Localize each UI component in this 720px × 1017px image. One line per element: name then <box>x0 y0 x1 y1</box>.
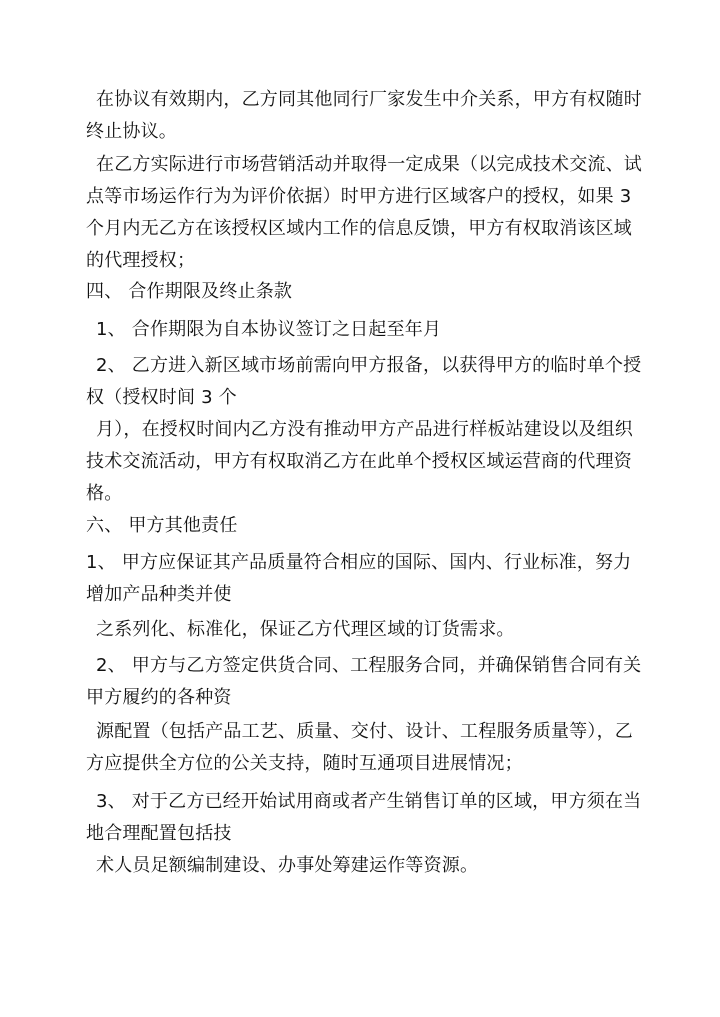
clause-local-configuration: 3、 对于乙方已经开始试用商或者产生销售订单的区域，甲方须在当地合理配置包括技 <box>86 791 642 844</box>
section-heading-other-duties: 六、 甲方其他责任 <box>86 515 238 536</box>
paragraph-resource-allocation: 源配置（包括产品工艺、质量、交付、设计、工程服务质量等），乙方应提供全方位的公关支持，随时互通项目进展情况； <box>86 721 633 774</box>
clause-cooperation-period: 1、 合作期限为自本协议签订之日起至年月 <box>96 319 442 340</box>
paragraph-serialization: 之系列化、标准化，保证乙方代理区域的订货需求。 <box>96 619 515 640</box>
clause-supply-contract: 2、 甲方与乙方签定供货合同、工程服务合同，并确保销售合同有关甲方履约的各种资 <box>86 655 642 708</box>
section-heading-cooperation-period: 四、 合作期限及终止条款 <box>86 281 293 302</box>
paragraph-staffing-resources: 术人员足额编制建设、办事处筹建运作等资源。 <box>96 855 479 876</box>
paragraph-termination-intermediary: 在协议有效期内，乙方同其他同行厂家发生中介关系，甲方有权随时终止协议。 <box>86 89 642 142</box>
paragraph-regional-authorization: 在乙方实际进行市场营销活动并取得一定成果（以完成技术交流、试点等市场运作行为为评价依据）时甲方进行区域客户的授权，如果 3 个月内无乙方在该授权区域内工作的信息反馈，甲方有权取消该区域的代理授权； <box>86 154 642 271</box>
paragraph-authorization-revocation: 月），在授权时间内乙方没有推动甲方产品进行样板站建设以及组织技术交流活动，甲方有权取消乙方在此单个授权区域运营商的代理资格。 <box>86 419 633 504</box>
clause-product-quality: 1、 甲方应保证其产品质量符合相应的国际、国内、行业标准，努力增加产品种类并使 <box>86 552 632 605</box>
clause-new-region-report: 2、 乙方进入新区域市场前需向甲方报备，以获得甲方的临时单个授权（授权时间 3 个 <box>86 355 642 408</box>
